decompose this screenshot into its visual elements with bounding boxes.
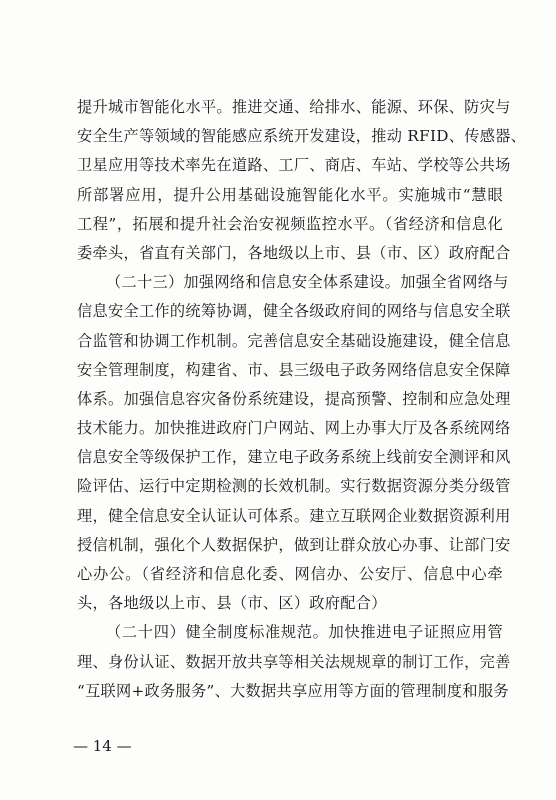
text-line: “互联网+政务服务”、大数据共享应用等方面的管理制度和服务 (77, 681, 509, 700)
text-line: 工程”，拓展和提升社会治安视频监控水平。（省经济和信息化 (77, 214, 503, 233)
text-line: 技术能力。加快推进政府门户网站、网上办事大厅及各系统网络 (77, 419, 511, 438)
text-line: 头，各地级以上市、县（市、区）政府配合） (77, 594, 387, 613)
text-line: 信息安全工作的统筹协调，健全各级政府间的网络与信息安全联 (77, 302, 511, 321)
text-line: 理，健全信息安全认证认可体系。建立互联网企业数据资源利用 (77, 506, 511, 525)
body-text (77, 93, 527, 706)
text-line: 所部署应用，提升公用基础设施智能化水平。实施城市“慧眼 (77, 185, 503, 204)
text-line: 信息安全等级保护工作，建立电子政务系统上线前安全测评和风 (77, 448, 511, 467)
page-number: — 14 — (73, 737, 132, 755)
text-line: 理、身份认证、数据开放共享等相关法规规章的制订工作，完善 (77, 652, 511, 671)
text-line: 安全生产等领域的智能感应系统开发建设，推动 RFID、传感器、 (77, 127, 527, 146)
text-line: 提升城市智能化水平。推进交通、给排水、能源、环保、防灾与 (77, 98, 511, 116)
text-line: 合监管和协调工作机制。完善信息安全基础设施建设，健全信息 (77, 331, 511, 350)
text-line: 委牵头，省直有关部门，各地级以上市、县（市、区）政府配合 (77, 243, 511, 262)
section-heading-line: （二十三）加强网络和信息安全体系建设。加强全省网络与 (106, 273, 509, 292)
text-line: 授信机制，强化个人数据保护，做到让群众放心办事、让部门安 (77, 535, 511, 554)
section-heading-line: （二十四）健全制度标准规范。加快推进电子证照应用管 (106, 623, 503, 642)
text-line: 心办公。（省经济和信息化委、网信办、公安厅、信息中心牵 (77, 565, 503, 583)
text-line: 险评估、运行中定期检测的长效机制。实行数据资源分类分级管 (77, 477, 511, 496)
text-line: 体系。加强信息容灾备份系统建设，提高预警、控制和应急处理 (77, 389, 511, 408)
text-line: 卫星应用等技术率先在道路、工厂、商店、车站、学校等公共场 (77, 156, 511, 175)
text-line: 安全管理制度，构建省、市、县三级电子政务网络信息安全保障 (77, 360, 511, 379)
